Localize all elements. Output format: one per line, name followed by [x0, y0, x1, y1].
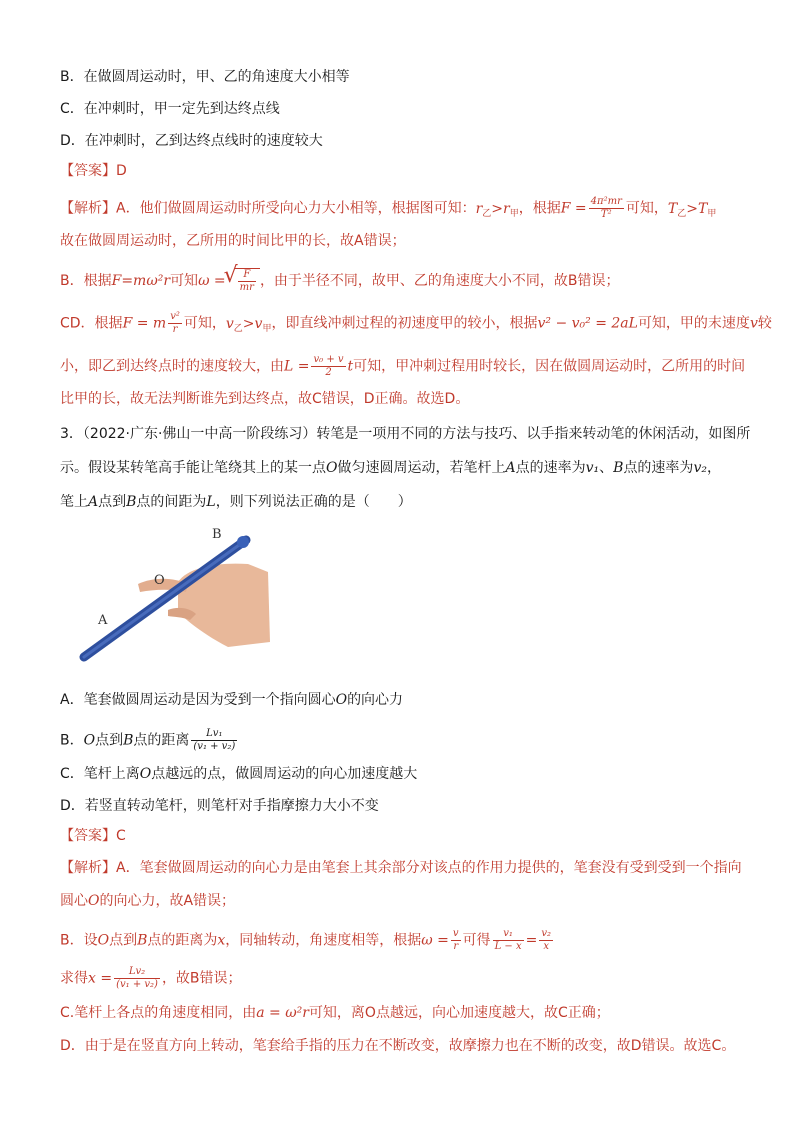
q2-analysis-cd-line2: 小，即乙到达终点时的速度较大，由L = $\frac{\text{v₀ + v}}{2}$ t可知，甲冲刺过程用时较长，因在做圆周运动时，乙所用的时间	[60, 354, 746, 378]
text: ，根据	[518, 200, 561, 217]
pen-end-cap	[237, 536, 249, 548]
sqrt: √ $\frac{F}{mr}$	[234, 268, 260, 294]
q3-option-b: B．O点到B点的距离 $\frac{\text{Lv₁}}{\text{(v₁ + v₂)}}$	[60, 728, 236, 752]
q2-analysis-a-line2: 故在做圆周运动时，乙所用的时间比甲的长，故A错误；	[60, 233, 406, 249]
fraction: $\frac{\text{4π²mr}}{\text{T²}}$	[590, 196, 622, 220]
q2-option-d: D．在冲刺时，乙到达终点线时的速度较大	[60, 133, 323, 149]
q3-analysis-a-line1: 【解析】A．笔套做圆周运动的向心力是由笔套上其余部分对该点的作用力提供的，笔套没有受到受到一个指向	[60, 860, 742, 876]
answer-tag: 【答案】	[60, 828, 116, 844]
math: $T_乙>T_甲$	[667, 200, 717, 219]
q3-analysis-c: C.笔杆上各点的角速度相同，由a = ω²r可知，离O点越远，向心加速度越大，故C正确；	[60, 1005, 610, 1021]
q2-answer	[60, 161, 127, 181]
q3-option-d: D．若竖直转动笔杆，则笔杆对手指摩擦力大小不变	[60, 798, 379, 814]
q3-analysis-a-line2: 圆心O的向心力，故A错误；	[60, 893, 236, 909]
figure-label-b: B	[212, 527, 222, 542]
math-force: F =	[560, 200, 587, 217]
q2-analysis-b: B．根据F=mω²r可知ω = √ $\frac{F}{mr}$ ，由于半径不同，故甲、乙的角速度大小不同，故B错误；	[60, 268, 620, 294]
q3-stem-line2: 示。假设某转笔高手能让笔绕其上的某一点O做匀速圆周运动，若笔杆上A点的速率为v₁、B点的速率为v₂，	[60, 460, 721, 476]
q3-analysis-b-line1: B．设O点到B点的距离为x，同轴转动，角速度相等，根据ω = $\frac{v}{r}$ 可得 $\frac{\text{v₁}}{L - x}$ = $\frac{\text{v₂}}{x}$	[60, 928, 551, 952]
pen-spinning-figure	[78, 522, 270, 667]
q2-analysis-cd-line1: CD．根据F = m $\frac{\text{v²}}{r}$ 可知，$v_乙>v_甲$，即直线冲刺过程的初速度甲的较小，根据v² − v₀² = 2aL可知，甲的末速度v较	[60, 311, 772, 335]
math: $r_乙>r_甲$	[475, 200, 519, 219]
q2-option-b: B．在做圆周运动时，甲、乙的角速度大小相等	[60, 69, 350, 85]
q3-answer	[60, 826, 126, 846]
q2-analysis-cd-line3: 比甲的长，故无法判断谁先到达终点，故C错误，D正确。故选D。	[60, 391, 470, 407]
answer-tag: 【答案】	[60, 163, 116, 179]
q3-stem-line1: 3．（2022·广东·佛山一中高一阶段练习）转笔是一项用不同的方法与技巧、以手指来转动笔的休闲活动，如图所	[60, 426, 751, 442]
q2-option-c: C．在冲刺时，甲一定先到达终点线	[60, 101, 280, 117]
text: A．他们做圆周运动时所受向心力大小相等，根据图可知：	[116, 200, 476, 217]
answer-value: C	[116, 828, 126, 844]
analysis-tag: 【解析】	[60, 200, 116, 217]
q3-option-c: C．笔杆上离O点越远的点，做圆周运动的向心加速度越大	[60, 766, 418, 782]
q3-analysis-b-line2: 求得x = $\frac{\text{Lv₂}}{\text{(v₁ + v₂)}}$ ，故B错误；	[60, 966, 242, 990]
figure-label-o: O	[154, 573, 165, 588]
q2-analysis-a-line1	[60, 196, 716, 224]
q3-stem-line3: 笔上A点到B点的间距为L，则下列说法正确的是（ ）	[60, 494, 412, 510]
q3-analysis-d: D．由于是在竖直方向上转动，笔套给手指的压力在不断改变，故摩擦力也在不断的改变，故D错误。故选C。	[60, 1038, 736, 1054]
figure-label-a: A	[98, 613, 108, 628]
fraction: $\frac{\text{Lv₁}}{\text{(v₁ + v₂)}}$	[193, 728, 236, 752]
text: 可知，	[625, 200, 668, 217]
q3-option-a: A．笔套做圆周运动是因为受到一个指向圆心O的向心力	[60, 692, 404, 708]
answer-value: D	[116, 163, 127, 179]
